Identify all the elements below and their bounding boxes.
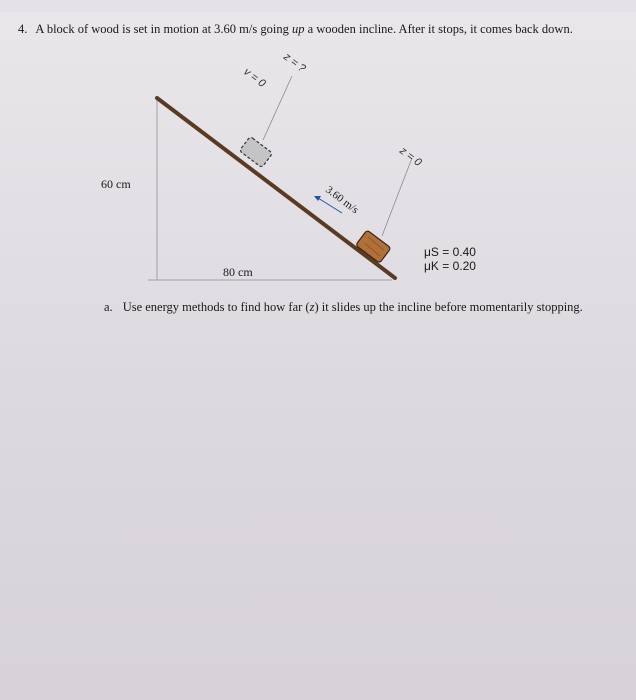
- part-a-text-emphasis: z: [309, 300, 315, 314]
- incline-diagram-svg: [0, 0, 636, 300]
- part-a-label: a.: [104, 300, 113, 314]
- velocity-label: 3.60 m/s: [323, 183, 361, 217]
- base-label: 80 cm: [223, 265, 253, 279]
- part-a-text-end: ) it slides up the incline before momentarily stopping.: [314, 300, 583, 314]
- top-z-label: z = ?: [281, 50, 308, 75]
- mu-s-label: μS = 0.40: [424, 245, 476, 259]
- velocity-arrowhead: [314, 196, 321, 201]
- incline-surface: [157, 98, 395, 278]
- incline-diagram: [0, 0, 636, 300]
- part-a: [104, 300, 583, 315]
- top-leader-line: [263, 76, 292, 140]
- question-text-emphasis: up: [291, 22, 305, 36]
- question-number: 4.: [18, 22, 28, 36]
- bottom-z-label: z = 0: [397, 144, 424, 169]
- question-text-start: A block of wood is set in motion at 3.60 m/s going: [35, 22, 292, 36]
- mu-k-label: μK = 0.20: [424, 259, 476, 273]
- question-text-end: a wooden incline. After it stops, it comes back down.: [304, 22, 573, 36]
- height-label: 60 cm: [101, 177, 131, 191]
- top-v-label: v = 0: [241, 65, 268, 90]
- bottom-leader-line: [382, 158, 412, 236]
- part-a-text-start: Use energy methods to find how far (: [122, 300, 310, 314]
- wood-block: [356, 230, 391, 263]
